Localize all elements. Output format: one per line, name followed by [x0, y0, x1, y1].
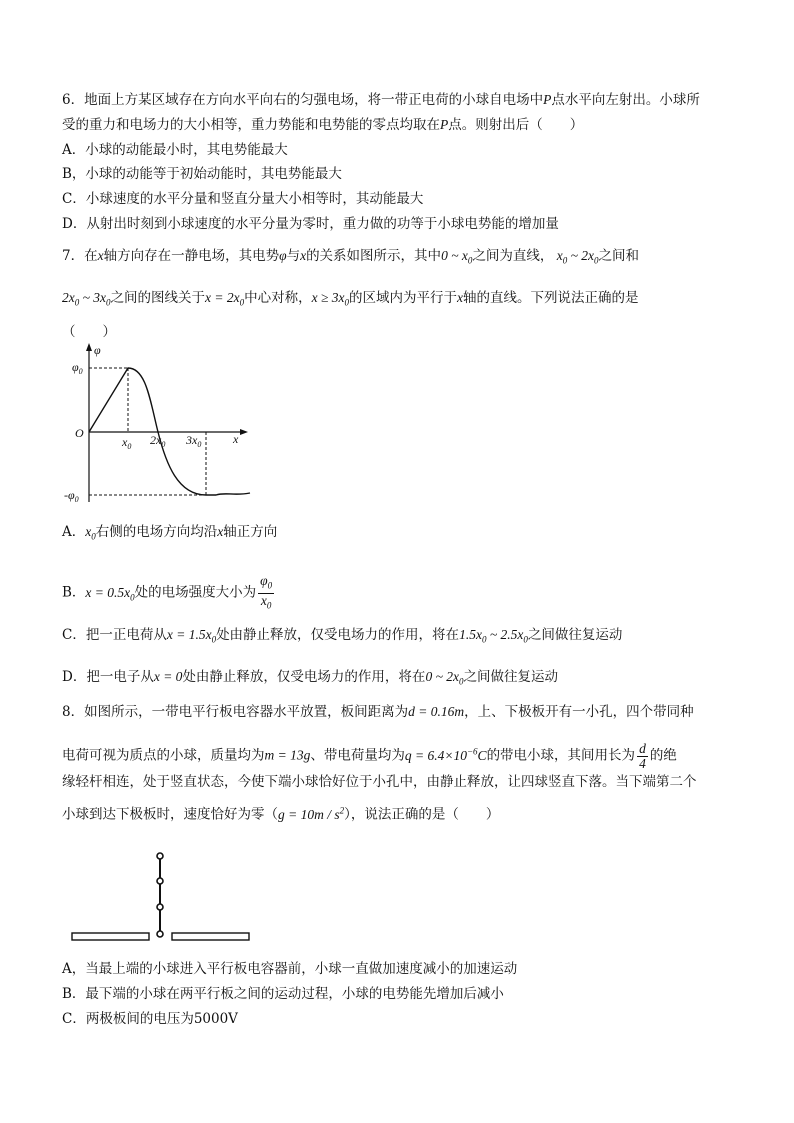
- q7-option-a: [62, 522, 277, 547]
- q7-option-b: [62, 574, 276, 614]
- var-x: x: [217, 524, 224, 539]
- exponent: 2: [339, 805, 345, 815]
- q7-text: 的区域内为平行于: [349, 290, 458, 306]
- x-axis-arrow: [240, 429, 248, 435]
- 2x0-label: $2x_0$: [150, 433, 166, 449]
- q7-answer-paren: （ ）: [62, 324, 116, 340]
- point-p: P: [440, 117, 449, 132]
- math-eq: $x = 1.5x_0$: [166, 627, 217, 645]
- q7-text: 中心对称，: [244, 290, 312, 306]
- q6-option-a: A．小球的动能最小时，其电势能最大: [62, 142, 288, 158]
- math-range: 0 ~ $2x_0$: [425, 669, 464, 687]
- q7-line-1: [62, 246, 639, 271]
- x-axis-label: x: [233, 432, 239, 446]
- math-eq: $x = 2x_0$: [205, 290, 245, 308]
- q7-text: 之间做往复运动: [463, 669, 558, 685]
- y-axis-arrow: [86, 343, 92, 351]
- q8-text: 、带电荷量均为: [310, 747, 405, 764]
- q6-text: 6．地面上方某区域存在方向水平向右的匀强电场，将一带正电荷的小球自电场中: [62, 92, 544, 108]
- q8-text: ），说法正确的是（ ）: [344, 806, 500, 823]
- q7-text: 处的电场强度大小为: [134, 584, 257, 601]
- ball-3: [157, 904, 163, 910]
- potential-graph: [60, 340, 260, 505]
- q7-text: 与: [286, 248, 301, 264]
- var-x: x: [97, 248, 104, 263]
- q7-text: 轴正方向: [223, 524, 278, 540]
- y-axis-label: φ: [94, 343, 101, 357]
- q8-text: 的带电小球，其间用长为: [486, 747, 636, 764]
- q7-text: 处由静止释放，仅受电场力的作用，将在: [182, 669, 426, 685]
- q8-option-c: C．两极板间的电压为5000V: [62, 1011, 238, 1027]
- q6-text: 点。则射出后（ ）: [448, 117, 584, 133]
- q8-text: ，上、下极板开有一小孔，四个带同种: [464, 704, 694, 720]
- q7-text: 轴的直线。下列说法正确的是: [463, 290, 639, 306]
- neg-phi0-label: $-\varphi_0$: [64, 488, 79, 504]
- q6-option-d: D．从射出时刻到小球速度的水平分量为零时，重力做的功等于小球电势能的增加量: [62, 216, 559, 232]
- option-label: A．: [62, 524, 86, 540]
- math-eq: m = 13g: [264, 747, 311, 763]
- q6-option-c: C．小球速度的水平分量和竖直分量大小相等时，其动能最大: [62, 191, 424, 207]
- math-eq-part: q = 6.4×10: [404, 747, 467, 763]
- q7-option-c: [62, 625, 622, 650]
- q7-line-2: [62, 288, 639, 313]
- ball-1: [157, 853, 163, 859]
- x0-label: $x_0$: [122, 435, 132, 451]
- q6-line-2: [62, 115, 583, 135]
- q6-option-b: B，小球的动能等于初始动能时，其电势能最大: [62, 166, 342, 182]
- q6-line-1: [62, 90, 700, 110]
- right-plate: [172, 933, 249, 940]
- math-range: 0 ~ $x_0$: [441, 248, 473, 266]
- q8-option-a: A，当最上端的小球进入平行板电容器前，小球一直做加速度减小的加速运动: [62, 961, 518, 977]
- var-phi: φ: [279, 248, 287, 263]
- q8-text: 电荷可视为质点的小球，质量均为: [62, 747, 265, 764]
- fraction-phi0-x0: $\frac{\varphi_0}{x_0}$: [260, 573, 273, 611]
- math-eq-part: g = 10m / s: [278, 806, 340, 822]
- q8-line-3: 缘轻杆相连，处于竖直状态，今使下端小球恰好位于小孔中，由静止释放，让四球竖直下落。当下端第二个: [62, 774, 697, 790]
- var-x: x: [457, 290, 464, 305]
- q6-text: 点水平向左射出。小球所: [551, 92, 700, 108]
- q8-line-2: [62, 734, 677, 773]
- math-eq: x = 0: [153, 669, 183, 684]
- math-range: $2x_0$ ~ $3x_0$: [62, 290, 111, 308]
- math-eq: [278, 807, 344, 822]
- q8-line-4: [62, 800, 499, 825]
- q8-text: 8．如图所示，一带电平行板电容器水平放置，板间距离为: [62, 704, 409, 720]
- q7-text: 之间的图线关于: [110, 290, 206, 306]
- q8-option-b: B．最下端的小球在两平行板之间的运动过程，小球的电势能先增加后减小: [62, 986, 504, 1002]
- q7-text: 右侧的电场方向均沿: [95, 524, 218, 540]
- q7-option-d: [62, 667, 558, 692]
- math-eq: $x = 0.5x_0$: [85, 584, 135, 603]
- math-ineq: $x \ge 3x_0$: [311, 290, 350, 308]
- point-p: P: [543, 92, 552, 107]
- ball-4: [157, 931, 163, 937]
- var-x0: $x_0$: [85, 524, 96, 542]
- capacitor-diagram: [68, 848, 258, 944]
- phi0-label: $\varphi_0$: [72, 360, 83, 376]
- fraction-d-4: $\frac{d}{4}$: [639, 740, 646, 771]
- math-range: $1.5x_0$ ~ $2.5x_0$: [459, 627, 528, 645]
- q8-text: 的绝: [649, 747, 677, 764]
- ball-2: [157, 878, 163, 884]
- q7-text: 7．在: [62, 248, 98, 264]
- origin-label: O: [75, 426, 84, 440]
- var-x: x: [300, 248, 307, 263]
- left-plate: [72, 933, 149, 940]
- option-label: C．把一正电荷从: [62, 627, 167, 643]
- unit: C: [477, 747, 487, 763]
- 3x0-label: $3x_0$: [186, 433, 202, 449]
- q7-text: 之间和: [598, 248, 640, 264]
- math-range: $x_0$ ~ $2x_0$: [553, 248, 599, 266]
- q8-text: 小球到达下极板时，速度恰好为零（: [62, 806, 278, 823]
- q7-text: 轴方向存在一静电场，其电势: [103, 248, 280, 264]
- option-label: B．: [62, 584, 86, 601]
- q7-text: 的关系如图所示，其中: [306, 248, 442, 264]
- q7-text: 处由静止释放，仅受电场力的作用，将在: [216, 627, 460, 643]
- math-eq: [405, 748, 487, 763]
- exponent: −6: [466, 746, 478, 756]
- option-label: D．把一电子从: [62, 669, 154, 685]
- q7-text: 之间为直线，: [472, 248, 554, 264]
- q7-text: 之间做往复运动: [527, 627, 623, 643]
- q6-text: 受的重力和电场力的大小相等，重力势能和电势能的零点均取在: [62, 117, 440, 133]
- q8-line-1: [62, 702, 694, 722]
- math-eq: d = 0.16m: [408, 704, 465, 719]
